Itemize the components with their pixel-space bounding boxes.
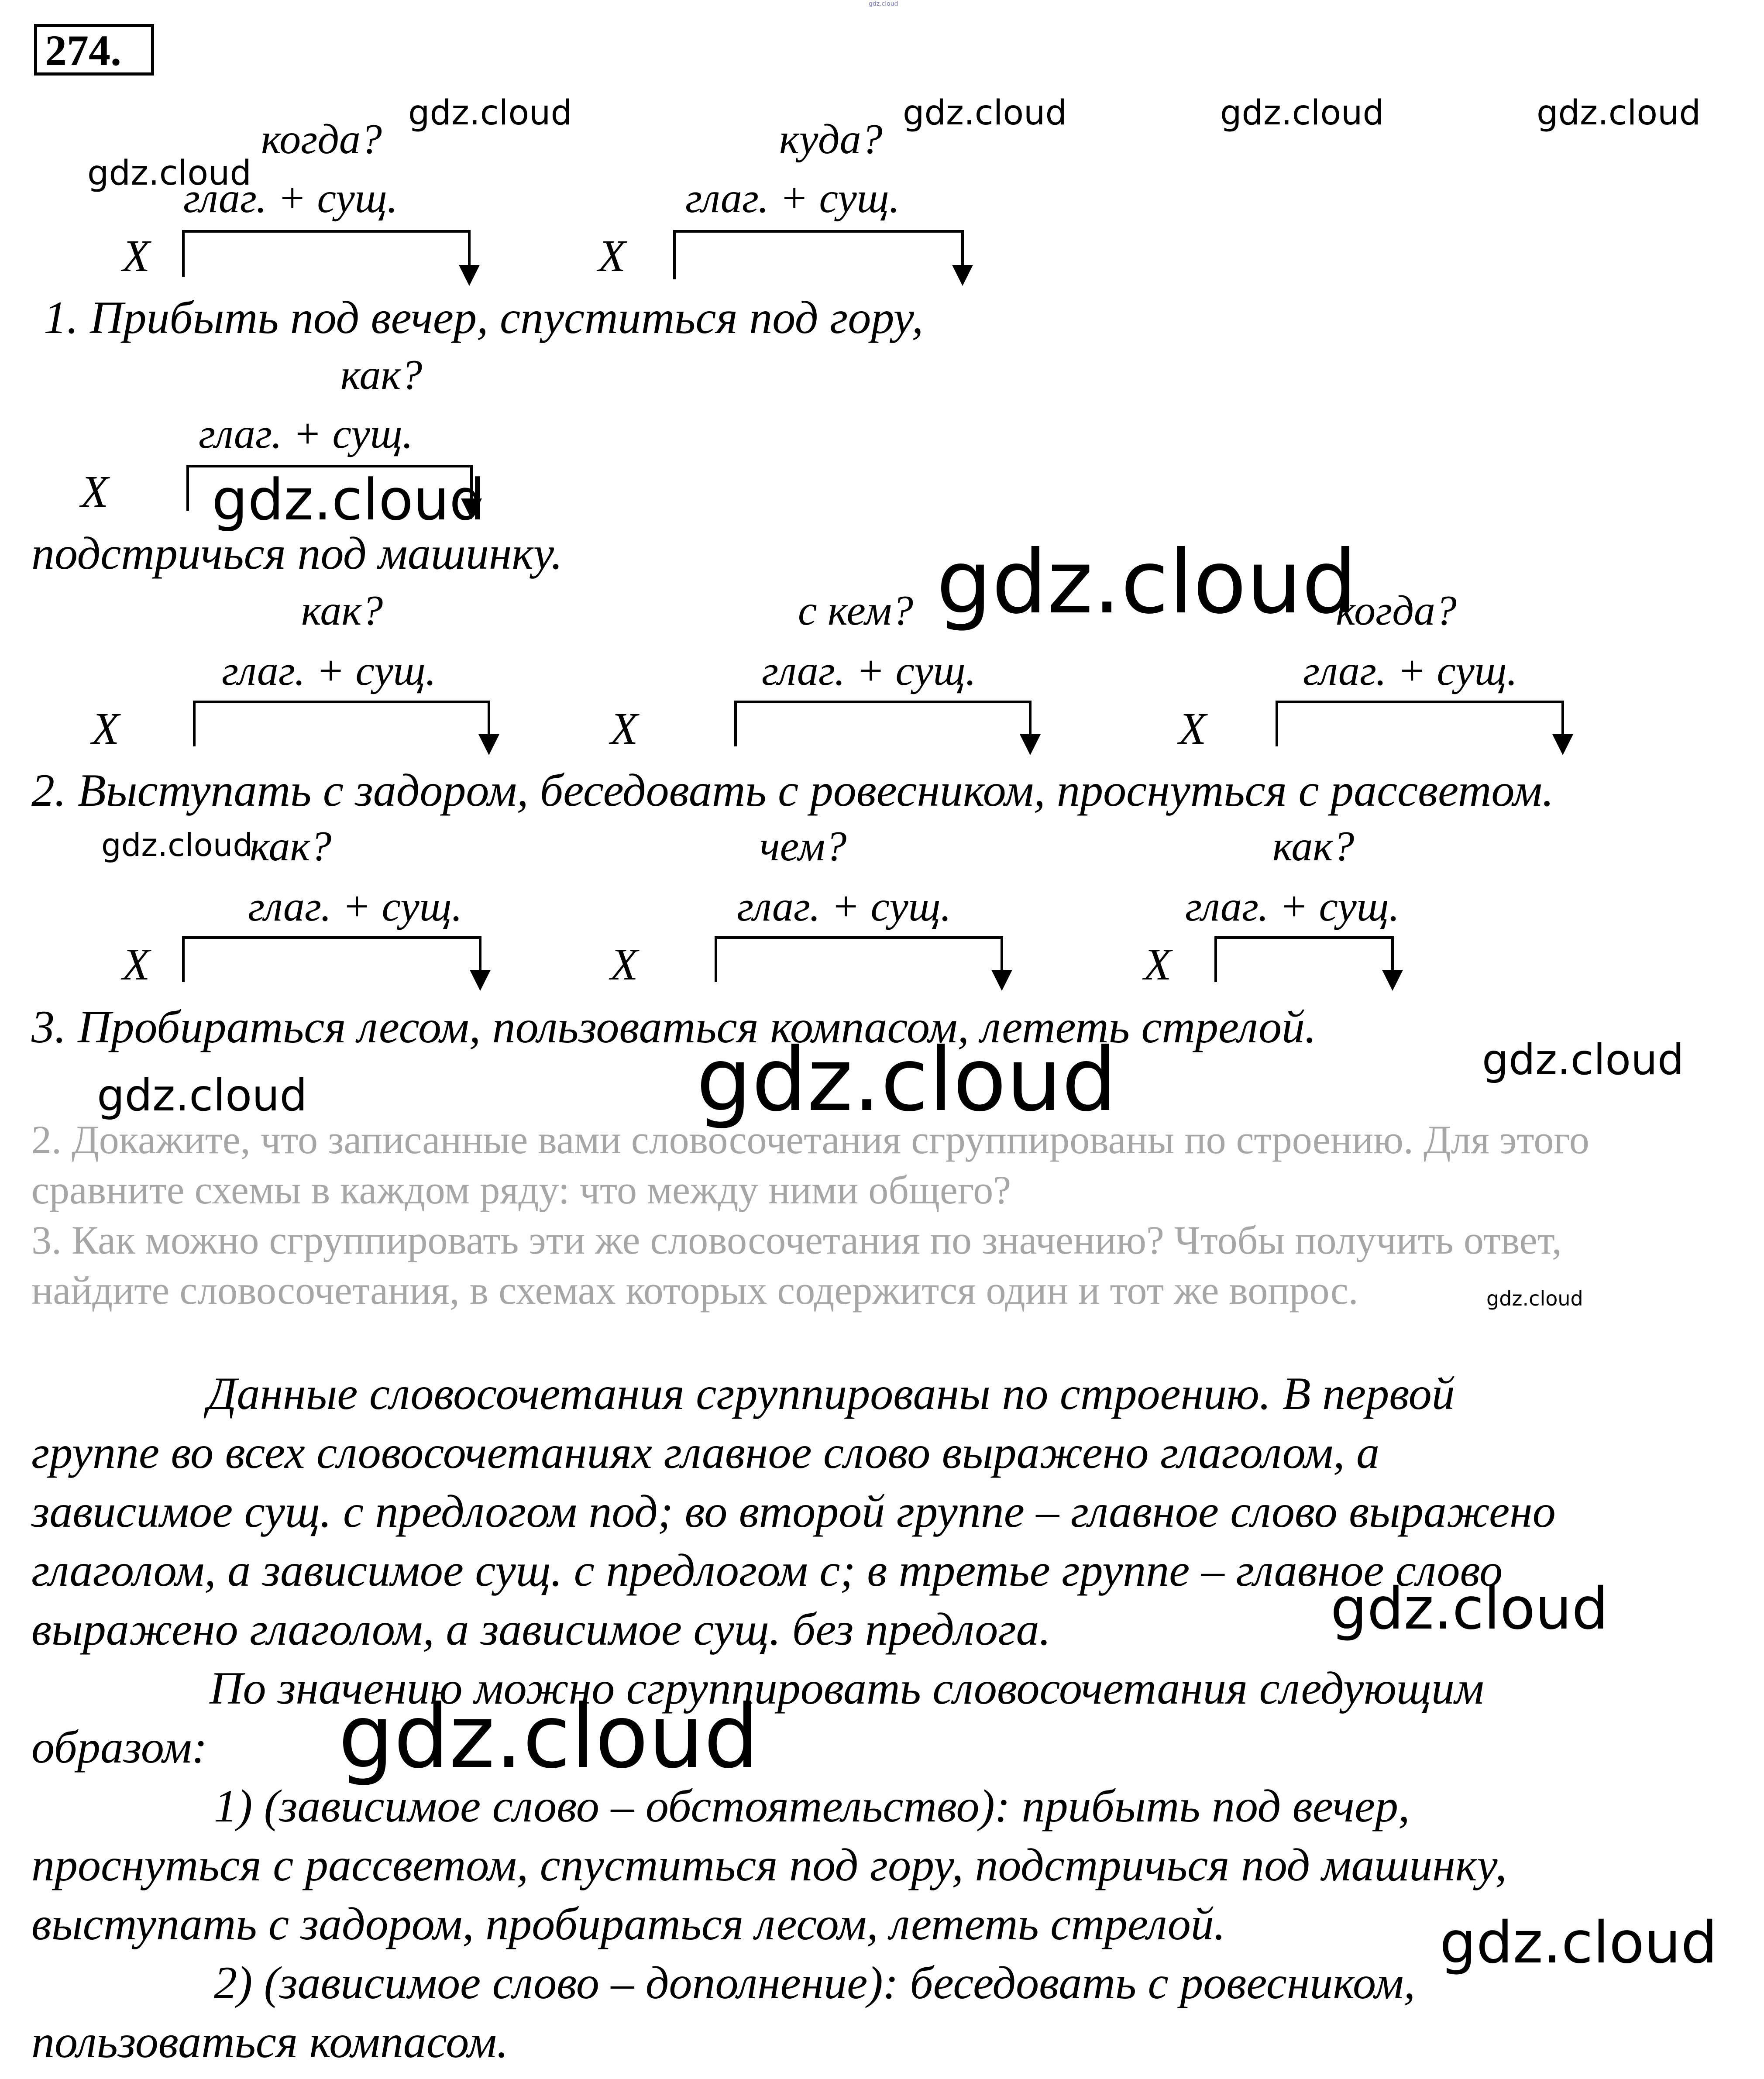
question-r2c: когда? — [1336, 587, 1457, 634]
formula-r3a: глаг. + сущ. — [248, 883, 463, 930]
formula-r3b: глаг. + сущ. — [737, 883, 952, 930]
exercise-number-text: 274 — [45, 26, 110, 75]
formula-r1b: глаг. + сущ. — [685, 175, 900, 222]
task-2-line-2: сравните схемы в каждом ряду: что между ними общего? — [31, 1168, 1011, 1212]
x-r3c: X — [1144, 939, 1172, 990]
watermark: gdz.cloud — [1220, 93, 1384, 133]
answer-line-11: 2) (зависимое слово – дополнение): беседовать с ровесником, — [214, 1957, 1416, 2008]
scheme-arrow-r3b — [991, 970, 1012, 991]
watermark: gdz.cloud — [903, 93, 1067, 133]
question-r3b: чем? — [760, 823, 847, 870]
scheme-bracket-r3c — [1216, 938, 1393, 982]
scheme-arrow-r3a — [470, 970, 491, 991]
task-2-line-1: 2. Докажите, что записанные вами словосочетания сгруппированы по строению. Для этого — [31, 1117, 1589, 1162]
line-1b: подстричься под машинку. — [31, 528, 563, 579]
watermark: gdz.cloud — [408, 93, 572, 133]
scheme-bracket-r1b — [674, 231, 963, 279]
watermark: gdz.cloud — [101, 827, 253, 863]
answer-line-6: По значению можно сгруппировать словосочетания следующим — [210, 1663, 1484, 1714]
scheme-bracket-r2a — [194, 702, 489, 746]
scheme-bracket-r3b — [716, 938, 1002, 982]
x-r3b: X — [610, 939, 638, 990]
task-3-line-2: найдите словосочетания, в схемах которых содержится один и тот же вопрос. — [31, 1268, 1358, 1313]
watermark: gdz.cloud — [936, 532, 1358, 633]
question-r1b: куда? — [779, 116, 883, 163]
watermark: gdz.cloud — [87, 154, 251, 193]
scheme-arrow-r2b — [1020, 734, 1041, 755]
exercise-number: 274. — [34, 24, 154, 76]
watermark: gdz.cloud — [1486, 1287, 1583, 1310]
x-r1b: X — [598, 231, 626, 281]
formula-r1a: глаг. + сущ. — [183, 175, 398, 222]
scheme-arrow-r3c — [1382, 970, 1403, 991]
scheme-arrow-r1a — [459, 265, 480, 286]
formula-r2c: глаг. + сущ. — [1303, 647, 1518, 694]
watermark: gdz.cloud — [1537, 93, 1701, 133]
formula-r1c: глаг. + сущ. — [199, 410, 413, 457]
line-2: 2. Выступать с задором, беседовать с ровесником, проснуться с рассветом. — [31, 765, 1554, 816]
answer-line-4: глаголом, а зависимое сущ. с предлогом с; в третье группе – главное слово — [31, 1545, 1503, 1596]
question-r2a: как? — [301, 587, 383, 634]
formula-r2a: глаг. + сущ. — [222, 647, 437, 694]
answer-line-1: Данные словосочетания сгруппированы по строению. В первой — [207, 1368, 1455, 1419]
x-r2a: X — [92, 704, 120, 754]
scheme-bracket-r2c — [1277, 702, 1563, 746]
x-r1a: X — [122, 231, 150, 281]
scheme-bracket-r1a — [183, 231, 469, 277]
formula-r3c: глаг. + сущ. — [1185, 883, 1400, 930]
question-r3a: как? — [250, 823, 332, 870]
question-r3c: как? — [1272, 823, 1355, 870]
x-r1c: X — [81, 467, 109, 517]
answer-line-3: зависимое сущ. с предлогом под; во второй группе – главное слово выражено — [31, 1486, 1556, 1537]
watermark: gdz.cloud — [1482, 1035, 1684, 1084]
watermark: gdz.cloud — [212, 467, 485, 533]
watermark: gdz.cloud — [1440, 1909, 1718, 1976]
scheme-bracket-r2b — [736, 702, 1030, 746]
watermark: gdz.cloud — [338, 1686, 760, 1788]
answer-line-10: выступать с задором, пробираться лесом, лететь стрелой. — [31, 1898, 1226, 1949]
watermark-tiny: gdz.cloud — [869, 0, 898, 7]
line-1: 1. Прибыть под вечер, спуститься под гору, — [44, 292, 924, 343]
answer-line-8: 1) (зависимое слово – обстоятельство): прибыть под вечер, — [214, 1780, 1410, 1832]
scheme-bracket-r3a — [183, 938, 480, 982]
scheme-arrow-r2c — [1552, 734, 1573, 755]
question-r1a: когда? — [261, 116, 382, 163]
x-r3a: X — [122, 939, 150, 990]
question-r2b: с кем? — [798, 587, 913, 634]
answer-line-5: выражено глаголом, а зависимое сущ. без предлога. — [31, 1604, 1051, 1655]
x-r2b: X — [610, 704, 638, 754]
formula-r2b: глаг. + сущ. — [762, 647, 977, 694]
watermark: gdz.cloud — [696, 1029, 1118, 1131]
scheme-arrow-r1b — [952, 265, 973, 286]
answer-line-7: образом: — [31, 1722, 207, 1773]
line-3: 3. Пробираться лесом, пользоваться компасом, лететь стрелой. — [31, 1001, 1317, 1052]
answer-line-9: проснуться с рассветом, спуститься под гору, подстричься под машинку, — [31, 1839, 1507, 1890]
answer-line-12: пользоваться компасом. — [31, 2016, 509, 2067]
x-r2c: X — [1179, 704, 1207, 754]
watermark: gdz.cloud — [1331, 1575, 1609, 1643]
watermark: gdz.cloud — [97, 1070, 308, 1121]
scheme-arrow-r2a — [478, 734, 499, 755]
answer-line-2: группе во всех словосочетаниях главное слово выражено глаголом, а — [31, 1427, 1380, 1478]
question-r1c: как? — [340, 351, 423, 399]
task-3-line-1: 3. Как можно сгруппировать эти же словосочетания по значению? Чтобы получить ответ, — [31, 1218, 1562, 1262]
